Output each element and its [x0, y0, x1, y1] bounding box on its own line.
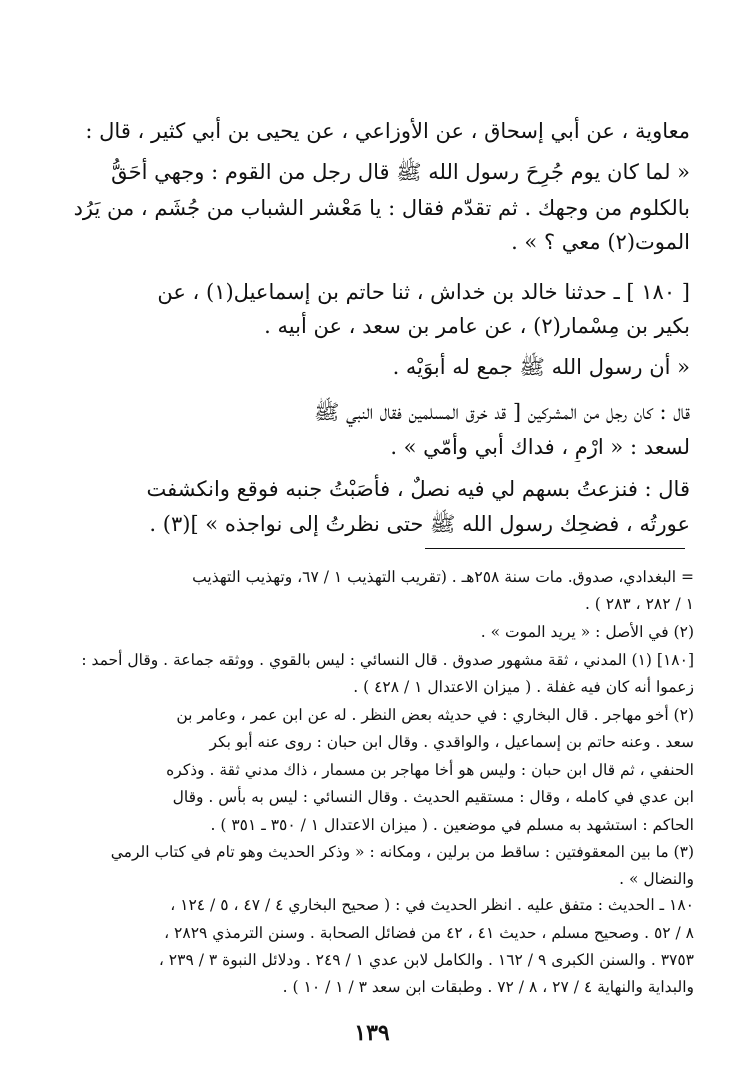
- footnote-line: = البغدادي، صدوق. مات سنة ٢٥٨هـ . (تقريب التهذيب ١ / ٦٧، وتهذيب التهذيب: [192, 568, 694, 586]
- body-line: لسعد : « ارْمِ ، فداك أبي وأمّي » .: [390, 435, 690, 459]
- footnote-line: ١ / ٢٨٢ ، ٢٨٣ ) .: [584, 595, 694, 613]
- body-line: بالكلوم من وجهك . ثم تقدّم فقال : يا مَعْشر الشباب من جُشَم ، من يَرُد: [73, 196, 690, 220]
- footnote-line: ١٨٠ ـ الحديث : متفق عليه . انظر الحديث في : ( صحيح البخاري ٤ / ٤٧ ، ٥ / ١٢٤ ،: [170, 896, 694, 914]
- footnote-line: الحنفي ، ثم قال ابن حبان : وليس هو أخا مهاجر بن مسمار ، ذاك مدني ثقة . وذكره: [166, 761, 694, 779]
- footnote-line: ٨ / ٥٢ . وصحيح مسلم ، حديث ٤١ ، ٤٢ من فضائل الصحابة . وسنن الترمذي ٢٨٢٩ ،: [164, 924, 694, 942]
- footnote-line: ٣٧٥٣ . والسنن الكبرى ٩ / ١٦٢ . والكامل لابن عدي ١ / ٢٤٩ . ودلائل النبوة ٣ / ٢٣٩ ،: [158, 951, 694, 969]
- footnote-separator: [425, 548, 685, 549]
- body-line: الموت(٢) معي ؟ » .: [511, 230, 690, 254]
- body-line: قال : فنزعتُ بسهم لي فيه نصلٌ ، فأصَبْتُ جنبه فوقع وانكشفت: [146, 477, 690, 501]
- body-line: عورتُه ، فضحِك رسول الله ﷺ حتى نظرتُ إلى نواجذه » ](٣) .: [149, 512, 690, 536]
- body-line: معاوية ، عن أبي إسحاق ، عن الأوزاعي ، عن يحيى بن أبي كثير ، قال :: [85, 119, 690, 143]
- footnote-line: والبداية والنهاية ٤ / ٢٧ ، ٨ / ٧٢ . وطبقات ابن سعد ٣ / ١ / ١٠ ) .: [282, 978, 694, 996]
- page-number: ١٣٩: [354, 1020, 390, 1046]
- body-line: قال : كان رجل من المشركين [ قد خرق المسلمين فقال النبي ﷺ: [314, 400, 690, 424]
- footnote-line: الحاكم : استشهد به مسلم في موضعين . ( ميزان الاعتدال ١ / ٣٥٠ ـ ٣٥١ ) .: [210, 816, 694, 834]
- footnote-line: [١٨٠] (١) المدني ، ثقة مشهور صدوق . قال النسائي : ليس بالقوي . ووثقه جماعة . وقال أحمد :: [81, 651, 694, 669]
- footnote-line: ابن عدي في كامله ، وقال : مستقيم الحديث . وقال النسائي : ليس به بأس . وقال: [172, 788, 694, 806]
- body-line: [ ١٨٠ ] ـ حدثنا خالد بن خداش ، ثنا حاتم بن إسماعيل(١) ، عن: [157, 280, 690, 304]
- footnote-line: (٢) أخو مهاجر . قال البخاري : في حديثه بعض النظر . له عن ابن عمر ، وعامر بن: [176, 706, 694, 724]
- footnote-line: سعد . وعنه حاتم بن إسماعيل ، والواقدي . وقال ابن حبان : روى عنه أبو بكر: [209, 733, 694, 751]
- body-line: « أن رسول الله ﷺ جمع له أبوَيْه .: [392, 355, 690, 379]
- footnote-line: (٣) ما بين المعقوفتين : ساقط من برلين ، ومكانه : « وذكر الحديث وهو تام في كتاب الرمي: [110, 843, 694, 861]
- footnote-line: زعموا أنه كان فيه غفلة . ( ميزان الاعتدال ١ / ٤٢٨ ) .: [353, 678, 694, 696]
- body-line: « لما كان يوم جُرِحَ رسول الله ﷺ قال رجل من القوم : وجهي أحَقُّ: [111, 160, 690, 184]
- footnote-line: (٢) في الأصل : « يريد الموت » .: [480, 623, 694, 641]
- footnote-line: والنضال » .: [619, 870, 694, 888]
- body-line: بكير بن مِسْمار(٢) ، عن عامر بن سعد ، عن أبيه .: [264, 314, 690, 338]
